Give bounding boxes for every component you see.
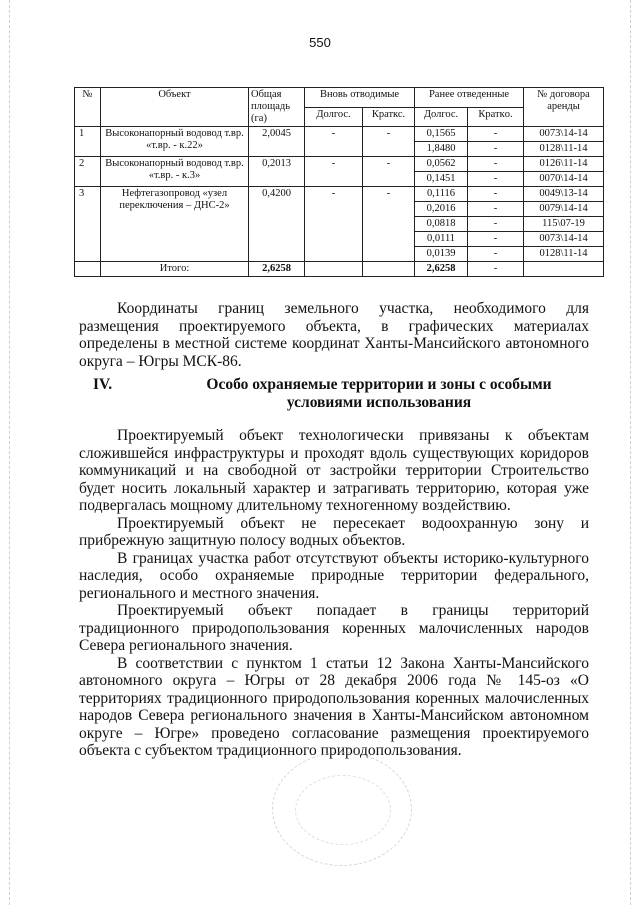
cell-prev-short: - bbox=[468, 217, 524, 232]
header-new-short: Краткс. bbox=[363, 107, 415, 127]
header-new-group: Вновь отводимые bbox=[305, 88, 415, 108]
paragraph: Проектируемый объект не пересекает водоохранную зону и прибрежную защитную полосу водных объектов. bbox=[79, 514, 589, 549]
cell-prev-short: - bbox=[468, 142, 524, 157]
cell-prev-short: - bbox=[468, 232, 524, 247]
paragraph: Проектируемый объект попадает в границы территорий традиционного природопользования коренных малочисленных народов Севера регионального значения. bbox=[79, 602, 589, 654]
cell-contract: 0049\13-14 bbox=[524, 187, 604, 202]
cell-prev-long: 0,0139 bbox=[415, 247, 468, 262]
table-row bbox=[75, 127, 604, 142]
cell-prev-short: - bbox=[468, 127, 524, 142]
cell-total-prev-long: 2,6258 bbox=[415, 262, 468, 277]
coordinates-text: Координаты границ земельного участка, необходимого для размещения проектируемого объекта, в графических материалах определены в местной системе координат Ханты-Мансийского автономного округа – Югры МСК-86. bbox=[79, 300, 589, 370]
section-body bbox=[79, 427, 589, 760]
cell-prev-long: 1,8480 bbox=[415, 142, 468, 157]
page-number: 550 bbox=[309, 35, 331, 50]
cell-contract: 0128\11-14 bbox=[524, 142, 604, 157]
cell-new-long: - bbox=[305, 187, 363, 262]
header-contract: № договора аренды bbox=[524, 88, 604, 127]
table-row bbox=[75, 157, 604, 172]
cell-prev-long: 0,0562 bbox=[415, 157, 468, 172]
cell-prev-short: - bbox=[468, 202, 524, 217]
cell-object: Высоконапорный водовод т.вр. «т.вр. - к.3» bbox=[101, 157, 249, 187]
header-prev-short: Краткo. bbox=[468, 107, 524, 127]
cell-prev-long: 0,2016 bbox=[415, 202, 468, 217]
faded-stamp bbox=[272, 752, 412, 866]
cell-object: Нефтегазопровод «узел переключения – ДНС-2» bbox=[101, 187, 249, 262]
cell-empty bbox=[305, 262, 363, 277]
cell-contract: 0070\14-14 bbox=[524, 172, 604, 187]
cell-contract: 0126\11-14 bbox=[524, 157, 604, 172]
cell-prev-long: 0,0818 bbox=[415, 217, 468, 232]
table-total-row bbox=[75, 262, 604, 277]
cell-area: 0,2013 bbox=[249, 157, 305, 187]
cell-contract: 0128\11-14 bbox=[524, 247, 604, 262]
cell-prev-long: 0,1565 bbox=[415, 127, 468, 142]
table-row bbox=[75, 187, 604, 202]
section-title: Особо охраняемые территории и зоны с особыми условиями использования bbox=[206, 376, 552, 411]
paragraph: В соответствии с пунктом 1 статьи 12 Закона Ханты-Мансийского автономного округа – Югры от 28 декабря 2006 года № 145-оз «О территориях традиционного природопользования коренных малочисленных народов Севера регионального значения в Ханты-Мансийском автономном округе – Югре» проведено согласование размещения проектируемого объекта с субъектом традиционного природопользования. bbox=[79, 654, 589, 759]
paragraph: В границах участка работ отсутствуют объекты историко-культурного наследия, особо охраняемые природные территории федерального, регионального и местного значения. bbox=[79, 549, 589, 602]
cell-empty bbox=[363, 262, 415, 277]
cell-prev-long: 0,0111 bbox=[415, 232, 468, 247]
header-object: Объект bbox=[101, 88, 249, 127]
cell-num: 2 bbox=[75, 157, 101, 187]
cell-prev-short: - bbox=[468, 172, 524, 187]
paragraph: Проектируемый объект технологически привязаны к объектам сложившейся инфраструктуры и проходят вдоль существующих коридоров коммуникаций и на свободной от застройки территории Строительство будет носить локальный характер и затрагивать территорию, которая уже подвергалась мощному длительному техногенному воздействию. bbox=[79, 427, 589, 514]
cell-prev-short: - bbox=[468, 157, 524, 172]
cell-area: 0,4200 bbox=[249, 187, 305, 262]
header-prev-group: Ранее отведенные bbox=[415, 88, 524, 108]
cell-total-prev-short: - bbox=[468, 262, 524, 277]
cell-new-short: - bbox=[363, 157, 415, 187]
cell-area: 2,0045 bbox=[249, 127, 305, 157]
cell-contract: 0073\14-14 bbox=[524, 232, 604, 247]
cell-total-label: Итого: bbox=[101, 262, 249, 277]
cell-contract: 115\07-19 bbox=[524, 217, 604, 232]
header-num: № bbox=[75, 88, 101, 127]
cell-num: 3 bbox=[75, 187, 101, 262]
stamp-inner-ring bbox=[295, 775, 391, 845]
coordinates-paragraph bbox=[79, 300, 589, 370]
cell-new-short: - bbox=[363, 187, 415, 262]
section-number: IV. bbox=[93, 376, 113, 393]
cell-object: Высоконапорный водовод т.вр. «т.вр. - к.22» bbox=[101, 127, 249, 157]
land-allocation-table bbox=[74, 87, 604, 277]
cell-empty bbox=[524, 262, 604, 277]
cell-prev-short: - bbox=[468, 247, 524, 262]
cell-num: 1 bbox=[75, 127, 101, 157]
cell-prev-long: 0,1116 bbox=[415, 187, 468, 202]
cell-total-area: 2,6258 bbox=[249, 262, 305, 277]
cell-new-long: - bbox=[305, 157, 363, 187]
cell-new-short: - bbox=[363, 127, 415, 157]
cell-prev-short: - bbox=[468, 187, 524, 202]
cell-empty bbox=[75, 262, 101, 277]
table-body bbox=[75, 127, 604, 277]
header-area: Общая площадь (га) bbox=[249, 88, 305, 127]
header-new-long: Долгос. bbox=[305, 107, 363, 127]
cell-new-long: - bbox=[305, 127, 363, 157]
header-prev-long: Долгос. bbox=[415, 107, 468, 127]
cell-prev-long: 0,1451 bbox=[415, 172, 468, 187]
cell-contract: 0079\14-14 bbox=[524, 202, 604, 217]
cell-contract: 0073\14-14 bbox=[524, 127, 604, 142]
